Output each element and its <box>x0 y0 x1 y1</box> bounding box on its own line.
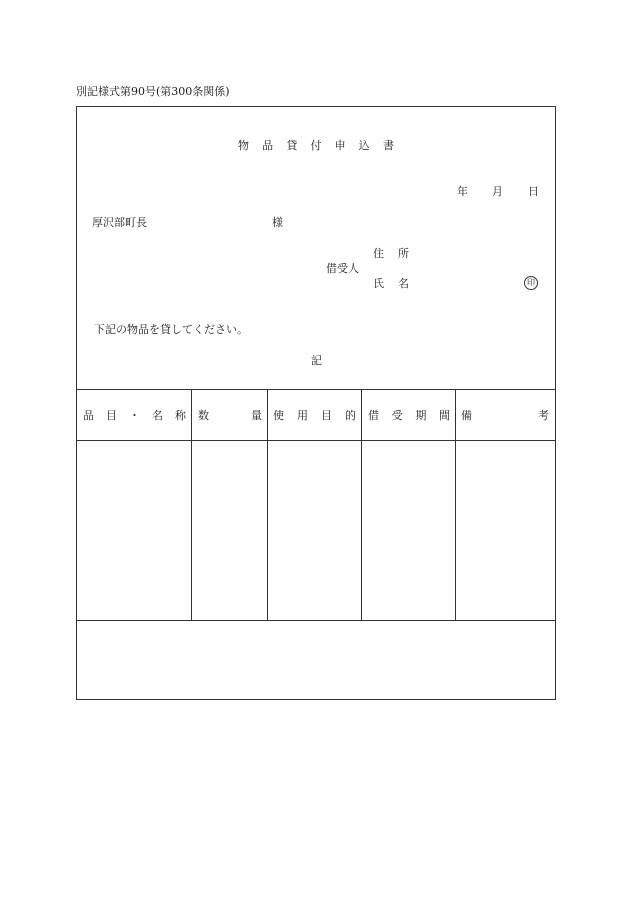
table-cell-item-name[interactable] <box>76 441 191 620</box>
header-char: 数 <box>198 409 209 422</box>
header-char: 使 <box>273 409 284 422</box>
honorific: 様 <box>272 216 283 229</box>
header-char: 目 <box>106 409 117 422</box>
header-char: 間 <box>438 409 450 422</box>
request-text: 下記の物品を貸してください。 <box>94 323 248 336</box>
table-cell-purpose[interactable] <box>268 441 361 620</box>
seal-mark: 印 <box>524 276 538 290</box>
title-char: 品 <box>262 139 274 152</box>
form-title <box>238 140 394 151</box>
header-char: 備 <box>461 409 472 422</box>
date-month-label: 月 <box>492 185 503 198</box>
header-char: 称 <box>175 409 186 422</box>
date-day-label: 日 <box>528 185 539 198</box>
header-char: 考 <box>538 409 549 422</box>
ki-label: 記 <box>311 354 322 367</box>
header-char: 名 <box>152 409 163 422</box>
header-char: 受 <box>391 409 403 422</box>
address-label <box>373 248 409 259</box>
column-header-quantity <box>198 408 262 422</box>
date-year-label: 年 <box>457 185 468 198</box>
column-header-purpose <box>273 408 356 422</box>
title-char: 申 <box>334 139 346 152</box>
header-char: 借 <box>368 409 379 422</box>
column-header-remarks <box>461 408 549 422</box>
header-char: 品 <box>83 409 94 422</box>
table-cell-remarks[interactable] <box>456 441 555 620</box>
addressee: 厚沢部町長 <box>92 216 147 229</box>
title-char: 付 <box>310 139 322 152</box>
header-char: 用 <box>297 409 308 422</box>
address-char: 所 <box>398 247 409 260</box>
title-char: 込 <box>358 139 370 152</box>
header-char: 量 <box>251 409 262 422</box>
table-top-border <box>76 389 556 390</box>
header-char: ・ <box>129 409 140 422</box>
name-label <box>373 278 409 289</box>
bottom-notes-area[interactable] <box>77 621 555 699</box>
column-header-item-name <box>83 408 186 422</box>
header-char: 期 <box>415 409 427 422</box>
title-char: 書 <box>382 139 394 152</box>
header-char: 的 <box>345 409 356 422</box>
title-char: 貸 <box>286 139 298 152</box>
address-char: 住 <box>373 247 384 260</box>
name-char: 氏 <box>373 277 384 290</box>
column-header-loan-period <box>368 408 450 422</box>
table-cell-loan-period[interactable] <box>362 441 455 620</box>
borrower-label: 借受人 <box>326 262 359 275</box>
title-char: 物 <box>238 139 249 152</box>
name-char: 名 <box>398 277 409 290</box>
header-char: 目 <box>321 409 332 422</box>
form-number-label: 別記様式第90号(第300条関係) <box>76 85 230 98</box>
table-row <box>76 441 556 620</box>
table-cell-quantity[interactable] <box>192 441 267 620</box>
